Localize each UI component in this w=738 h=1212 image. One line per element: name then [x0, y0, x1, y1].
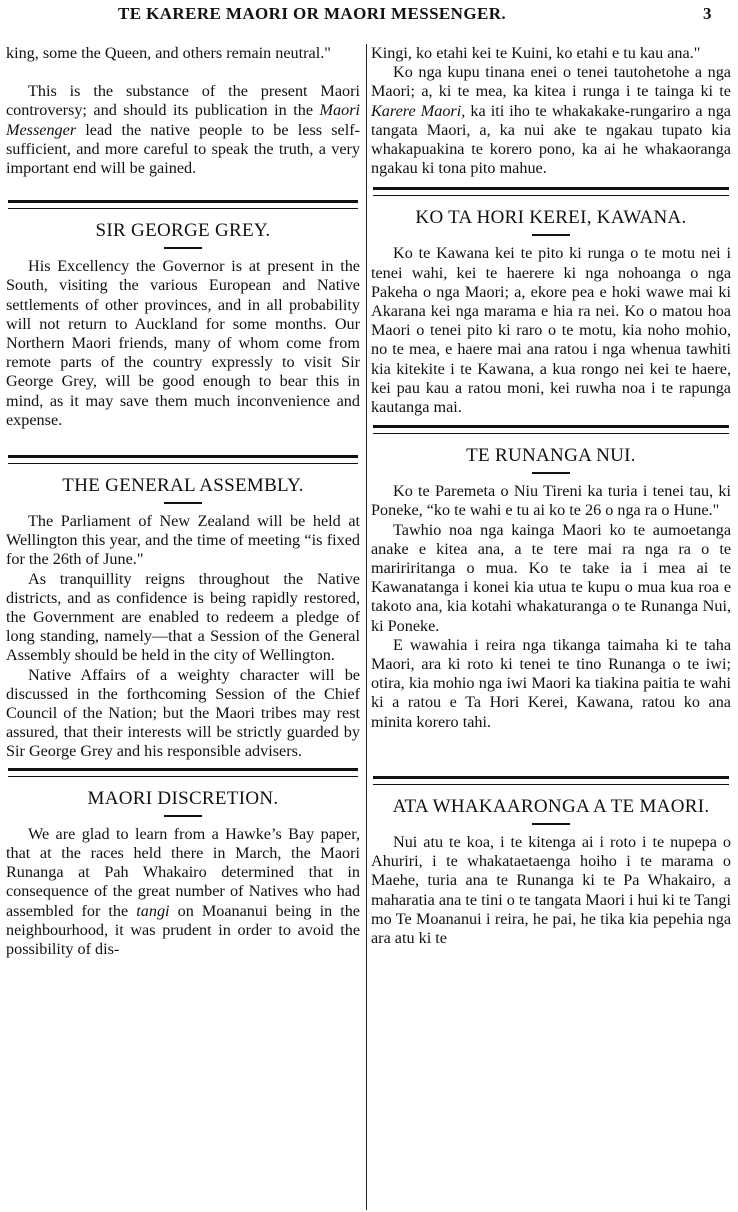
intro-summary-maori-text-end: ka iti iho te whakakake-rungariro a nga tangata Maori, a, ka nui ake te ngakau tupato kia whakapuakina te korero pono, ka ai he whakaoranga ngakau ki tona pito mahue. [371, 101, 731, 178]
section-rule [373, 187, 729, 196]
tangi-word: tangi [136, 901, 170, 920]
heading-ata-whakaaronga: ATA WHAKAARONGA A TE MAORI. [392, 795, 710, 817]
heading-underline [532, 472, 570, 474]
discretion-text-end: on Moananui being in the neighbourhood, it was prudent in order to avoid the possibility of dis- [6, 901, 360, 958]
heading-ko-ta-hori-kerei: KO TA HORI KEREI, KAWANA. [415, 207, 687, 229]
runanga-paragraph-1: Ko te Paremeta o Niu Tireni ka turia i tenei tau, ki Poneke, “ko te wahi e tu ai ko te 26 o nga ra o Hune." [371, 482, 731, 520]
section-rule [8, 768, 358, 777]
heading-underline [532, 823, 570, 825]
heading-underline [164, 815, 202, 817]
assembly-paragraph-2: As tranquillity reigns throughout the Native districts, and as confidence is being rapidly restored, the Government are enabled to redeem a pledge of long standing, namely—that a Session of the General Assembly should be held in the city of Wellington. [6, 569, 360, 665]
column-divider [366, 44, 367, 1210]
discretion-paragraph-maori: Nui atu te koa, i te kitenga ai i roto i te nupepa o Ahuriri, i te whakataetaenga hoiho i te marama o Maehe, turia ana te Runanga ki te Pa Whakairo, a maharatia ana te tini o te tangata Maori i hui ki te Tangi mo Te Moananui i reira, he pai, he tika kia pepehia nga ara atu ki te [371, 832, 731, 947]
assembly-paragraph-1: The Parliament of New Zealand will be held at Wellington this year, and the time of meeting “is fixed for the 26th of June." [6, 512, 360, 569]
intro-continuation-english: king, some the Queen, and others remain neutral." [6, 44, 331, 62]
running-title: TE KARERE MAORI OR MAORI MESSENGER. [118, 4, 507, 23]
section-rule [8, 455, 358, 464]
discretion-text: We are glad to learn from a Hawke’s Bay paper, that at the races held there in March, the Maori Runanga at Pah Whakairo determined that in consequence of the great number of Natives who had assembled for the [6, 824, 360, 920]
assembly-paragraph-3: Native Affairs of a weighty character will be discussed in the forthcoming Session of the Chief Council of the Nation; but the Maori tribes may rest assured, that their interests will be strictly guarded by Sir George Grey and his responsible advisers. [6, 665, 360, 761]
runanga-paragraph-2: Tawhio noa nga kainga Maori ko te aumoetanga anake e kitea ana, a te tere mai ra nga ra o te maririritanga o mua. Ko te take ia i mea ai te Kawanatanga i konei kia utua te kupu o mua kua roa e takoto ana, kia kotahi whakaturanga o te Runanga Nui, ki Poneke. [371, 520, 731, 635]
maori-column [371, 44, 731, 948]
heading-te-runanga-nui: TE RUNANGA NUI. [466, 445, 636, 467]
intro-summary-maori [371, 63, 731, 178]
heading-underline [532, 234, 570, 236]
heading-sir-george-grey: SIR GEORGE GREY. [95, 220, 271, 242]
intro-continuation-maori: Kingi, ko etahi kei te Kuini, ko etahi e tu kau ana." [371, 44, 701, 62]
intro-summary-text: This is the substance of the present Maori controversy; and should its publication in the [6, 82, 360, 120]
running-head [0, 0, 738, 30]
heading-general-assembly: THE GENERAL ASSEMBLY. [62, 475, 304, 497]
grey-paragraph-maori: Ko te Kawana kei te pito ki runga o te motu nei i tenei wahi, kei te haerere ki nga nohoanga o nga Pakeha o nga Maori; a, ekore pea e hoki wawe mai ki Akarana kei nga marama e hia ra nei. Ko o matou hoa Maori o tenei pito ki raro o te motu, kia noho mohio, no te mea, e haere mai ana ratou i nga whenua tawhiti kia kitekite i te Kawana, a kua rongo nei kei te haere, kei pau kau a ratou moni, kei ruwha noa i te rapunga kautanga mai. [371, 244, 731, 417]
intro-summary-english [6, 82, 360, 178]
discretion-paragraph-english [6, 825, 360, 959]
heading-underline [164, 247, 202, 249]
grey-paragraph-english: His Excellency the Governor is at present in the South, visiting the various European and Native settlements of other provinces, and in all probability will not return to Auckland for some months. Our Northern Maori friends, many of whom come from remote parts of the country expressly to visit Sir George Grey, will be good enough to bear this in mind, as it may save them much inconvenience and expense. [6, 257, 360, 429]
publication-title-maori: Karere Maori, [371, 101, 466, 120]
publication-title: Maori Messenger [6, 101, 360, 139]
heading-underline [164, 502, 202, 504]
page-number: 3 [703, 4, 712, 23]
intro-summary-text-end: lead the native people to be less self-sufficient, and more careful to speak the truth, a very important end will be gained. [6, 120, 360, 178]
english-column [6, 44, 360, 959]
section-rule [373, 425, 729, 434]
heading-maori-discretion: MAORI DISCRETION. [87, 787, 279, 809]
section-rule [373, 776, 729, 785]
intro-summary-maori-text: Ko nga kupu tinana enei o tenei tautohetohe a nga Maori; a, ki te mea, ka kitea i runga i te tainga ki te [371, 63, 731, 101]
section-rule [8, 200, 358, 209]
runanga-paragraph-3: E wawahia i reira nga tikanga taimaha ki te taha Maori, ara ki roto ki tenei te tino Runanga o te iwi; otira, kia mohio nga iwi Maori ka tiakina paitia te wahi ki a ratou e Ta Hori Kerei, Kawana, ratou ko ana minita korero tahi. [371, 635, 731, 731]
